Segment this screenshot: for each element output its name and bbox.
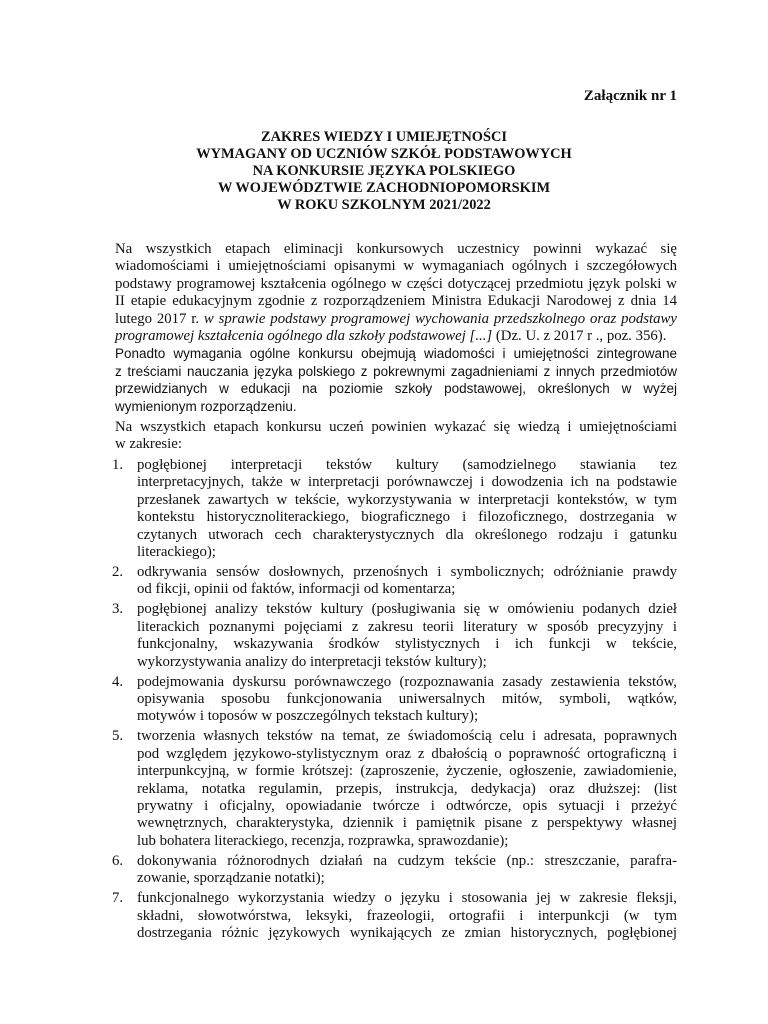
text-line: pod względem językowo-stylistycznym oraz z dbałością o poprawność ortograficzną i: [137, 745, 677, 762]
text-line: dostrzegania różnic językowych wynikających ze zmian historycznych, pogłębionej: [137, 925, 677, 941]
text-line: motywów i toposów w poszczególnych tekstach kultury);: [137, 708, 479, 725]
text-line: czytanych utworach cech charakterystycznych dla określonego rodzaju i gatunku: [137, 526, 677, 543]
text-line: podstawy programowej kształcenia ogólnego w części dotyczącej przedmiotu język polski w: [115, 275, 677, 292]
skills-list: [90, 457, 677, 943]
regulation-title-cont: programowej kształcenia ogólnego dla szkoły podstawowej [...]: [115, 328, 493, 345]
text-line: przesłanek zawartych w tekście, wykorzystywania w interpretacji kontekstów, w tym: [137, 491, 677, 508]
list-number: 6.: [112, 852, 124, 869]
annex-label: Załącznik nr 1: [583, 88, 677, 104]
text-line: dokonywania różnorodnych działań na cudzym tekście (np.: streszczanie, parafra-: [137, 852, 677, 869]
text-line: [90, 311, 677, 328]
text-line: interpretacyjnych, także w interpretacji porównawczej i dowodzenia ich na podstawie: [137, 474, 677, 491]
document-body: [90, 241, 677, 945]
text-line: wymienionym rozporządzeniu.: [115, 398, 297, 414]
list-number: 4.: [112, 673, 124, 690]
text-line: Na wszystkich etapach eliminacji konkursowych uczestnicy powinni wykazać się: [115, 241, 677, 257]
list-item: [90, 601, 677, 671]
text-line: wewnętrznych, charakterystyka, dziennik i pamiętnik pisane z perspektywy własnej: [137, 815, 677, 832]
text-line: literackiego);: [137, 543, 216, 560]
list-number: 1.: [112, 456, 124, 473]
list-item: [90, 853, 677, 888]
text-line: reklama, notatka regulamin, przepis, instrukcja, dedykacja) oraz dłuższej: (list: [137, 780, 677, 797]
list-number: 5.: [112, 728, 124, 745]
title-line: W WOJEWÓDZTWIE ZACHODNIOPOMORSKIM: [217, 180, 551, 196]
list-number: 2.: [112, 563, 124, 580]
text-line: w zakresie:: [115, 436, 182, 453]
text-line: odkrywania sensów dosłownych, przenośnych i symbolicznych; odróżnianie prawdy: [137, 563, 677, 580]
requirements-paragraph: [90, 345, 677, 415]
title-line: W ROKU SZKOLNYM 2021/2022: [277, 197, 491, 213]
list-item: [90, 728, 677, 850]
text-line: pogłębionej analizy tekstów kultury (posługiwania się w omówieniu podanych dzieł: [137, 601, 677, 618]
text-line: Ponadto wymagania ogólne konkursu obejmują wiadomości i umiejętności zintegrowane: [115, 346, 677, 362]
text-line: funkcjonalny, wskazywania środków stylistycznych i ich funkcji w tekście,: [137, 636, 677, 653]
title-line: NA KONKURSIE JĘZYKA POLSKIEGO: [252, 163, 516, 179]
title-line: ZAKRES WIEDZY I UMIEJĘTNOŚCI: [261, 129, 507, 145]
list-number: 3.: [112, 601, 124, 618]
list-item: [90, 457, 677, 561]
text-line: wiadomościami i umiejętnościami opisanymi w wymaganiach ogólnych i szczegółowych: [115, 258, 677, 275]
text-line: zowanie, sporządzanie notatki);: [137, 870, 325, 887]
text-line: kontekstu historycznoliterackiego, biograficznego i filozoficznego, dostrzegania w: [137, 509, 677, 526]
title-line: WYMAGANY OD UCZNIÓW SZKÓŁ PODSTAWOWYCH: [196, 146, 572, 162]
citation-text: (Dz. U. z 2017 r ., poz. 356).: [495, 328, 667, 345]
intro-paragraph: [90, 241, 677, 345]
text-line: II etapie edukacyjnym zgodnie z rozporządzeniem Ministra Edukacji Narodowej z dnia 14: [115, 293, 677, 310]
regulation-title: w sprawie podstawy programowej wychowania przedszkolnego oraz podstawy: [203, 310, 677, 327]
text-line: opisywania sposobu funkcjonowania uniwersalnych mitów, symboli, wątków,: [137, 690, 677, 707]
text-line: z treściami nauczania języka polskiego z pokrewnymi zagadnieniami z innych przedmiotów: [115, 363, 677, 379]
text-line: interpunkcyjną, w formie krótszej: (zaproszenie, życzenie, ogłoszenie, zawiadomienie,: [137, 763, 677, 780]
text-line: funkcjonalnego wykorzystania wiedzy o języku i stosowania jej w zakresie fleksji,: [137, 890, 677, 907]
text-line: składni, słowotwórstwa, leksyki, frazeologii, ortografii i interpunkcji (w tym: [137, 907, 677, 924]
scope-paragraph: [90, 419, 677, 454]
text-line: Na wszystkich etapach konkursu uczeń powinien wykazać się wiedzą i umiejętnościami: [115, 419, 677, 436]
list-number: 7.: [112, 890, 124, 907]
date-text: lutego 2017 r.: [115, 310, 200, 327]
text-line: prywatny i oficjalny, opowiadanie twórcze i odtwórcze, opis sytuacji i przeżyć: [137, 797, 677, 814]
list-item: [90, 564, 677, 599]
text-line: literackich poznanymi pojęciami z zakresu teorii literatury w sposób precyzyjny i: [137, 618, 677, 635]
text-line: pogłębionej interpretacji tekstów kultury (samodzielnego stawiania tez: [137, 456, 677, 473]
document-title: [0, 129, 768, 214]
text-line: podejmowania dyskursu porównawczego (rozpoznawania zasady zestawienia tekstów,: [137, 673, 677, 690]
list-item: [90, 890, 677, 942]
text-line: przewidzianych w edukacji na poziomie szkoły podstawowej, określonych w wyżej: [115, 381, 677, 397]
text-line: wykorzystywania analizy do interpretacji tekstów kultury);: [137, 653, 487, 670]
text-line: lub bohatera literackiego, recenzja, rozprawka, sprawozdanie);: [137, 832, 509, 849]
text-line: od fikcji, opinii od faktów, informacji od komentarza;: [137, 581, 456, 598]
text-line: [90, 328, 677, 345]
list-item: [90, 674, 677, 726]
text-line: tworzenia własnych tekstów na temat, ze świadomością celu i adresata, poprawnych: [137, 728, 677, 745]
